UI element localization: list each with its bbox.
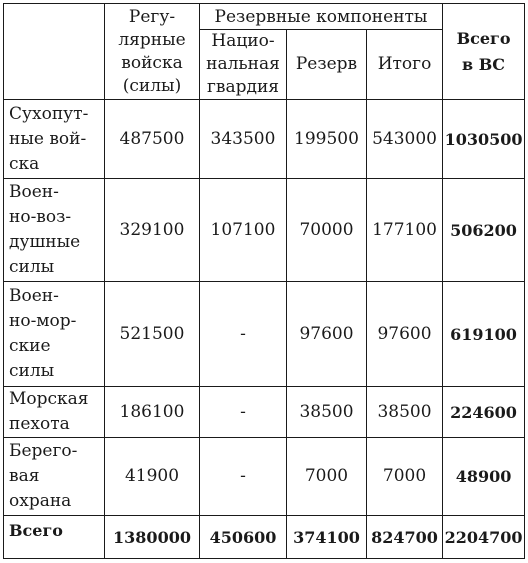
subtotal-value: 97600 <box>367 282 443 387</box>
subtotal-value: 7000 <box>367 438 443 516</box>
total-value: 506200 <box>443 179 525 282</box>
total-value: 1030500 <box>443 100 525 179</box>
regular-value: 487500 <box>105 100 200 179</box>
row-label: Воен- но-воз- душные силы <box>4 179 105 282</box>
guard-value: 107100 <box>200 179 287 282</box>
row-label: Воен- но-мор- ские силы <box>4 282 105 387</box>
subtotal-value: 543000 <box>367 100 443 179</box>
armed-forces-table <box>3 3 525 559</box>
reserve-header: Резерв <box>287 30 367 100</box>
reserve-total: 374100 <box>287 516 367 559</box>
reserve-value: 97600 <box>287 282 367 387</box>
totals-label: Всего <box>4 516 105 559</box>
reserve-value: 70000 <box>287 179 367 282</box>
regular-total: 1380000 <box>105 516 200 559</box>
subtotal-header: Итого <box>367 30 443 100</box>
total-value: 48900 <box>443 438 525 516</box>
header-row-top <box>4 4 525 30</box>
regular-value: 41900 <box>105 438 200 516</box>
totals-row <box>4 516 525 559</box>
total-header: Всего в ВС <box>443 4 525 100</box>
regular-value: 329100 <box>105 179 200 282</box>
row-label: Сухопут- ные вой- ска <box>4 100 105 179</box>
table-row <box>4 387 525 438</box>
corner-cell <box>4 4 105 100</box>
row-label: Берего- вая охрана <box>4 438 105 516</box>
guard-total: 450600 <box>200 516 287 559</box>
regular-header: Регу- лярные войска (силы) <box>105 4 200 100</box>
regular-value: 521500 <box>105 282 200 387</box>
table-row <box>4 438 525 516</box>
guard-value: 343500 <box>200 100 287 179</box>
national-guard-header: Нацио- нальная гвардия <box>200 30 287 100</box>
reserve-value: 199500 <box>287 100 367 179</box>
reserve-value: 7000 <box>287 438 367 516</box>
subtotal-value: 177100 <box>367 179 443 282</box>
reserve-group-header: Резервные компоненты <box>200 4 443 30</box>
table-row <box>4 179 525 282</box>
table-row <box>4 282 525 387</box>
grand-total: 2204700 <box>443 516 525 559</box>
guard-value: - <box>200 282 287 387</box>
row-label: Морская пехота <box>4 387 105 438</box>
guard-value: - <box>200 387 287 438</box>
table-row <box>4 100 525 179</box>
subtotal-value: 38500 <box>367 387 443 438</box>
subtotal-total: 824700 <box>367 516 443 559</box>
total-value: 224600 <box>443 387 525 438</box>
total-value: 619100 <box>443 282 525 387</box>
regular-value: 186100 <box>105 387 200 438</box>
reserve-value: 38500 <box>287 387 367 438</box>
guard-value: - <box>200 438 287 516</box>
